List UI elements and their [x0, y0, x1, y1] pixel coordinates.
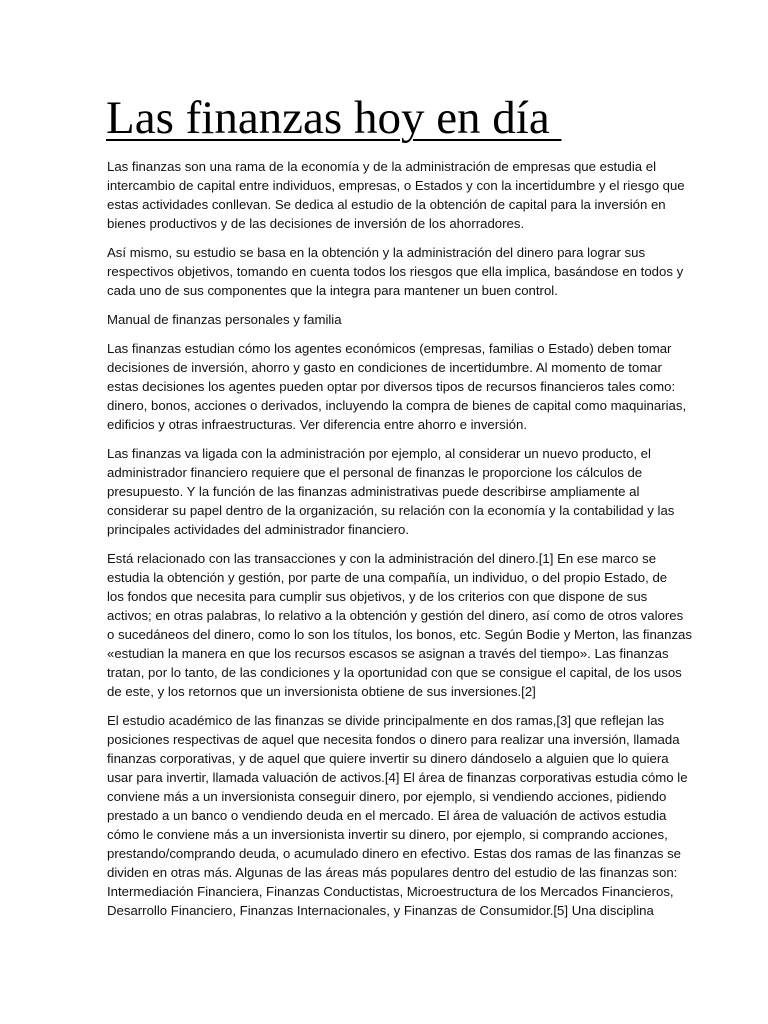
text-line: dividen en otras más. Algunas de las áreas más populares dentro del estudio de las finanzas son:	[107, 865, 678, 880]
text-line: edificios y otras infraestructuras. Ver diferencia entre ahorro e inversión.	[107, 417, 528, 432]
text-line: de este, y los retornos que un inversionista obtiene de sus inversiones.[2]	[107, 684, 536, 699]
text-line: prestando/comprando deuda, o acumulado dinero en efectivo. Estas dos ramas de las finanzas se	[107, 846, 682, 861]
document-body	[107, 157, 692, 930]
text-line: bienes productivos y de las decisiones de inversión de los ahorradores.	[107, 216, 525, 231]
text-line: Las finanzas va ligada con la administración por ejemplo, al considerar un nuevo producto, el	[107, 446, 651, 461]
text-line: activos; en otras palabras, lo relativo a la obtención y gestión del dinero, así como de otros valores	[107, 608, 684, 623]
text-line: Así mismo, su estudio se basa en la obtención y la administración del dinero para lograr sus	[107, 245, 646, 260]
text-line: Está relacionado con las transacciones y con la administración del dinero.[1] En ese marco se	[107, 551, 657, 566]
text-line: finanzas corporativas, y de aquel que quiere invertir su dinero dándoselo a alguien que lo quiera	[107, 751, 669, 766]
text-line: conviene más a un inversionista conseguir dinero, por ejemplo, si vendiendo acciones, pidiendo	[107, 789, 667, 804]
text-line: presupuesto. Y la función de las finanzas administrativas puede describirse ampliamente al	[107, 484, 640, 499]
text-line: «estudian la manera en que los recursos escasos se asignan a través del tiempo». Las finanzas	[107, 646, 669, 661]
text-line: estas decisiones los agentes pueden optar por diversos tipos de recursos financieros tales como:	[107, 379, 676, 394]
text-line: principales actividades del administrador financiero.	[107, 522, 410, 537]
text-line: decisiones de inversión, ahorro y gasto en condiciones de incertidumbre. Al momento de tomar	[107, 360, 662, 375]
text-line: dinero, bonos, acciones o derivados, incluyendo la compra de bienes de capital como maquinarias,	[107, 398, 687, 413]
text-line: usar para invertir, llamada valuación de activos.[4] El área de finanzas corporativas estudia cómo le	[107, 770, 688, 785]
document-title: Las finanzas hoy en día	[106, 92, 562, 144]
text-line: tratan, por lo tanto, de las condiciones y la oportunidad con que se consigue el capital, de los usos	[107, 665, 682, 680]
text-line: Las finanzas son una rama de la economía y de la administración de empresas que estudia el	[107, 159, 657, 174]
text-line: administrador financiero requiere que el personal de finanzas le proporcione los cálculos de	[107, 465, 643, 480]
text-line: intercambio de capital entre individuos, empresas, o Estados y con la incertidumbre y el riesgo que	[107, 178, 685, 193]
paragraph	[107, 157, 685, 233]
text-line: Manual de finanzas personales y familia	[107, 312, 342, 327]
text-line: Intermediación Financiera, Finanzas Conductistas, Microestructura de los Mercados Financieros,	[107, 884, 674, 899]
text-line: estudia la obtención y gestión, por parte de una compañía, un individuo, o del propio Estado, de	[107, 570, 668, 585]
text-line: los fondos que necesita para cumplir sus objetivos, y de los criterios con que dispone de sus	[107, 589, 648, 604]
text-line: Las finanzas estudian cómo los agentes económicos (empresas, familias o Estado) deben tomar	[107, 341, 672, 356]
paragraph	[107, 243, 684, 300]
text-line: prestado a un banco o vendiendo deuda en el mercado. El área de valuación de activos estudia	[107, 808, 667, 823]
text-line: cada uno de sus componentes que la integra para mantener un buen control.	[107, 283, 558, 298]
text-line: o sucedáneos del dinero, como lo son los títulos, los bonos, etc. Según Bodie y Merton, las finanzas	[107, 627, 692, 642]
paragraph	[107, 711, 688, 920]
text-line: cómo le conviene más a un inversionista invertir su dinero, por ejemplo, si comprando acciones,	[107, 827, 668, 842]
text-line: posiciones respectivas de aquel que necesita fondos o dinero para realizar una inversión, llamada	[107, 732, 680, 747]
text-line: estas actividades conllevan. Se dedica al estudio de la obtención de capital para la inversión en	[107, 197, 666, 212]
text-line: Desarrollo Financiero, Finanzas Internacionales, y Finanzas de Consumidor.[5] Una disciplina	[107, 903, 654, 918]
text-line: respectivos objetivos, tomando en cuenta todos los riesgos que ella implica, basándose en todos y	[107, 264, 684, 279]
text-line: considerar su papel dentro de la organización, su relación con la economía y la contabilidad y las	[107, 503, 675, 518]
text-line: El estudio académico de las finanzas se divide principalmente en dos ramas,[3] que reflejan las	[107, 713, 665, 728]
paragraph	[107, 444, 675, 539]
paragraph	[107, 549, 692, 701]
paragraph	[107, 339, 687, 434]
paragraph	[107, 310, 667, 329]
